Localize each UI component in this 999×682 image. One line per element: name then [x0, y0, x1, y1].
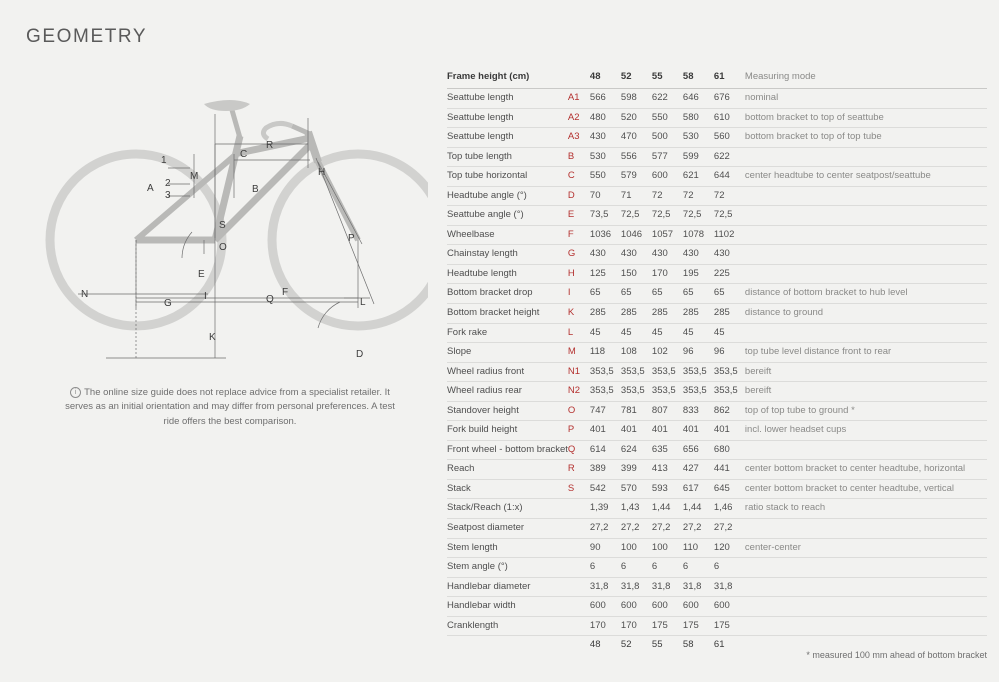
table-row: [447, 362, 987, 382]
row-value: 614: [590, 440, 621, 460]
row-value: 1046: [621, 225, 652, 245]
row-value: 566: [590, 89, 621, 109]
row-value: 6: [652, 558, 683, 578]
row-value: 747: [590, 401, 621, 421]
diagram-label-C: C: [240, 149, 248, 160]
geometry-table: [447, 66, 987, 655]
row-value: 175: [652, 616, 683, 636]
row-value: 430: [590, 128, 621, 148]
row-code: B: [568, 147, 590, 167]
table-header-row: [447, 66, 987, 89]
table-row: [447, 460, 987, 480]
diagram-label-B: B: [252, 184, 259, 195]
row-value: 580: [683, 108, 714, 128]
row-measuring-mode: [745, 577, 987, 597]
row-code: D: [568, 186, 590, 206]
row-measuring-mode: [745, 597, 987, 617]
row-value: 31,8: [714, 577, 745, 597]
row-code: A1: [568, 89, 590, 109]
diagram-label-Q: Q: [266, 294, 274, 305]
row-value: 65: [590, 284, 621, 304]
row-value: 70: [590, 186, 621, 206]
row-value: 430: [652, 245, 683, 265]
row-value: 73,5: [590, 206, 621, 226]
row-value: 430: [621, 245, 652, 265]
row-value: 353,5: [621, 382, 652, 402]
row-value: 27,2: [590, 519, 621, 539]
row-value: 441: [714, 460, 745, 480]
diagram-label-G: G: [164, 298, 172, 309]
row-value: 600: [652, 167, 683, 187]
row-value: 600: [652, 597, 683, 617]
row-value: 480: [590, 108, 621, 128]
row-value: 401: [621, 421, 652, 441]
row-value: 353,5: [590, 382, 621, 402]
row-measuring-mode: bottom bracket to top of seattube: [745, 108, 987, 128]
row-value: 353,5: [652, 382, 683, 402]
row-measuring-mode: center headtube to center seatpost/seattube: [745, 167, 987, 187]
diagram-label-1: 1: [161, 155, 167, 166]
row-value: 110: [683, 538, 714, 558]
row-value: 646: [683, 89, 714, 109]
header-frame-height: Frame height (cm): [447, 66, 568, 89]
row-value: 45: [683, 323, 714, 343]
geometry-table-head: [447, 66, 987, 89]
row-label: Handlebar width: [447, 597, 568, 617]
row-label: Headtube length: [447, 264, 568, 284]
row-label: Reach: [447, 460, 568, 480]
row-code: C: [568, 167, 590, 187]
row-value: 27,2: [621, 519, 652, 539]
row-value: 600: [683, 597, 714, 617]
row-value: 72: [652, 186, 683, 206]
footnote: * measured 100 mm ahead of bottom bracket: [806, 650, 987, 660]
row-value: 45: [590, 323, 621, 343]
row-value: 118: [590, 343, 621, 363]
diagram-label-R: R: [266, 140, 274, 151]
row-value: 1036: [590, 225, 621, 245]
row-code: N2: [568, 382, 590, 402]
row-code: L: [568, 323, 590, 343]
row-value: 644: [714, 167, 745, 187]
row-value: 102: [652, 343, 683, 363]
row-value: 175: [714, 616, 745, 636]
header-size-61: 61: [714, 66, 745, 89]
row-code: A3: [568, 128, 590, 148]
row-value: 72,5: [714, 206, 745, 226]
row-value: 599: [683, 147, 714, 167]
row-measuring-mode: ratio stack to reach: [745, 499, 987, 519]
geometry-table-body: [447, 89, 987, 636]
table-row: [447, 206, 987, 226]
row-value: 1078: [683, 225, 714, 245]
row-value: 862: [714, 401, 745, 421]
row-value: 6: [683, 558, 714, 578]
table-row: [447, 304, 987, 324]
diagram-label-O: O: [219, 242, 227, 253]
row-label: Handlebar diameter: [447, 577, 568, 597]
row-value: 27,2: [652, 519, 683, 539]
row-measuring-mode: bereift: [745, 382, 987, 402]
row-value: 353,5: [714, 382, 745, 402]
row-value: 401: [683, 421, 714, 441]
row-value: 500: [652, 128, 683, 148]
row-measuring-mode: [745, 440, 987, 460]
row-value: 413: [652, 460, 683, 480]
row-measuring-mode: [745, 147, 987, 167]
diagram-label-3: 3: [165, 190, 171, 201]
table-row: [447, 401, 987, 421]
row-code: G: [568, 245, 590, 265]
header-size-52: 52: [621, 66, 652, 89]
row-measuring-mode: [745, 323, 987, 343]
row-measuring-mode: [745, 245, 987, 265]
row-value: 6: [714, 558, 745, 578]
table-row: [447, 421, 987, 441]
row-value: 530: [683, 128, 714, 148]
row-value: 617: [683, 479, 714, 499]
row-value: 600: [714, 597, 745, 617]
row-value: 401: [590, 421, 621, 441]
row-code: O: [568, 401, 590, 421]
row-measuring-mode: [745, 206, 987, 226]
row-value: 353,5: [714, 362, 745, 382]
row-label: Chainstay length: [447, 245, 568, 265]
row-value: 353,5: [683, 362, 714, 382]
row-label: Headtube angle (°): [447, 186, 568, 206]
row-value: 100: [652, 538, 683, 558]
row-code: [568, 616, 590, 636]
table-row: [447, 597, 987, 617]
row-value: 108: [621, 343, 652, 363]
diagram-label-L: L: [360, 297, 366, 308]
row-label: Slope: [447, 343, 568, 363]
row-value: 622: [714, 147, 745, 167]
table-row: [447, 147, 987, 167]
row-label: Cranklength: [447, 616, 568, 636]
row-value: 550: [590, 167, 621, 187]
row-measuring-mode: [745, 186, 987, 206]
row-code: [568, 558, 590, 578]
table-row: [447, 225, 987, 245]
table-row: [447, 128, 987, 148]
row-label: Top tube horizontal: [447, 167, 568, 187]
bike-geometry-diagram: [18, 58, 428, 398]
table-row: [447, 245, 987, 265]
row-label: Standover height: [447, 401, 568, 421]
row-label: Seattube length: [447, 89, 568, 109]
row-measuring-mode: center bottom bracket to center headtube, vertical: [745, 479, 987, 499]
diagram-label-S: S: [219, 220, 226, 231]
table-row: [447, 440, 987, 460]
row-value: 389: [590, 460, 621, 480]
row-value: 285: [621, 304, 652, 324]
row-value: 65: [714, 284, 745, 304]
row-value: 31,8: [590, 577, 621, 597]
row-value: 71: [621, 186, 652, 206]
row-value: 65: [652, 284, 683, 304]
row-measuring-mode: distance to ground: [745, 304, 987, 324]
row-code: F: [568, 225, 590, 245]
row-label: Wheel radius front: [447, 362, 568, 382]
table-row: [447, 186, 987, 206]
size-guide-note: [60, 386, 400, 429]
diagram-label-M: M: [190, 171, 199, 182]
diagram-label-N: N: [81, 289, 89, 300]
row-code: [568, 577, 590, 597]
table-row: [447, 89, 987, 109]
row-value: 550: [652, 108, 683, 128]
row-value: 635: [652, 440, 683, 460]
header-size-48: 48: [590, 66, 621, 89]
row-value: 430: [590, 245, 621, 265]
row-code: K: [568, 304, 590, 324]
row-value: 600: [590, 597, 621, 617]
row-value: 353,5: [683, 382, 714, 402]
table-row: [447, 499, 987, 519]
row-value: 1,43: [621, 499, 652, 519]
row-value: 175: [683, 616, 714, 636]
row-label: Stack: [447, 479, 568, 499]
row-value: 45: [714, 323, 745, 343]
row-label: Seattube length: [447, 108, 568, 128]
footer-size-61: 61: [713, 639, 725, 651]
footer-size-48: 48: [589, 639, 601, 651]
row-label: Stack/Reach (1:x): [447, 499, 568, 519]
row-code: N1: [568, 362, 590, 382]
row-value: 807: [652, 401, 683, 421]
row-label: Top tube length: [447, 147, 568, 167]
row-code: Q: [568, 440, 590, 460]
row-measuring-mode: top of top tube to ground *: [745, 401, 987, 421]
row-measuring-mode: center-center: [745, 538, 987, 558]
row-value: 593: [652, 479, 683, 499]
row-value: 470: [621, 128, 652, 148]
row-value: 285: [683, 304, 714, 324]
row-value: 520: [621, 108, 652, 128]
row-value: 150: [621, 264, 652, 284]
row-value: 170: [590, 616, 621, 636]
row-value: 72,5: [683, 206, 714, 226]
row-value: 570: [621, 479, 652, 499]
row-code: [568, 519, 590, 539]
row-label: Front wheel - bottom bracket: [447, 440, 568, 460]
table-row: [447, 264, 987, 284]
row-value: 170: [621, 616, 652, 636]
row-value: 72,5: [621, 206, 652, 226]
footer-size-58: 58: [682, 639, 694, 651]
row-value: 31,8: [652, 577, 683, 597]
row-label: Fork build height: [447, 421, 568, 441]
row-value: 1,44: [683, 499, 714, 519]
header-size-58: 58: [683, 66, 714, 89]
row-code: E: [568, 206, 590, 226]
row-value: 624: [621, 440, 652, 460]
row-value: 27,2: [683, 519, 714, 539]
row-measuring-mode: center bottom bracket to center headtube, horizontal: [745, 460, 987, 480]
row-measuring-mode: bereift: [745, 362, 987, 382]
row-value: 577: [652, 147, 683, 167]
row-label: Seattube length: [447, 128, 568, 148]
row-value: 285: [590, 304, 621, 324]
row-value: 676: [714, 89, 745, 109]
row-value: 579: [621, 167, 652, 187]
geometry-table-wrap: [447, 66, 987, 655]
row-value: 645: [714, 479, 745, 499]
size-guide-note-text: The online size guide does not replace advice from a specialist retailer. It serves as an initial orientation and may differ from personal preferences. A test ride offers the best comparison.: [65, 387, 395, 427]
row-code: M: [568, 343, 590, 363]
row-code: P: [568, 421, 590, 441]
row-measuring-mode: [745, 264, 987, 284]
row-value: 542: [590, 479, 621, 499]
row-value: 399: [621, 460, 652, 480]
row-label: Stem length: [447, 538, 568, 558]
row-label: Fork rake: [447, 323, 568, 343]
row-value: 90: [590, 538, 621, 558]
row-code: S: [568, 479, 590, 499]
row-value: 72,5: [652, 206, 683, 226]
header-size-55: 55: [652, 66, 683, 89]
row-value: 45: [621, 323, 652, 343]
row-value: 621: [683, 167, 714, 187]
page-title: GEOMETRY: [26, 26, 148, 47]
row-code: R: [568, 460, 590, 480]
row-measuring-mode: nominal: [745, 89, 987, 109]
row-value: 285: [652, 304, 683, 324]
row-value: 680: [714, 440, 745, 460]
row-value: 656: [683, 440, 714, 460]
table-row: [447, 519, 987, 539]
table-row: [447, 108, 987, 128]
row-code: I: [568, 284, 590, 304]
row-value: 96: [714, 343, 745, 363]
row-value: 401: [714, 421, 745, 441]
header-code: [568, 66, 590, 89]
row-value: 6: [621, 558, 652, 578]
row-value: 1,39: [590, 499, 621, 519]
diagram-label-D: D: [356, 349, 364, 360]
table-row: [447, 577, 987, 597]
row-value: 598: [621, 89, 652, 109]
row-value: 353,5: [652, 362, 683, 382]
row-value: 427: [683, 460, 714, 480]
table-row: [447, 323, 987, 343]
row-value: 72: [714, 186, 745, 206]
row-value: 27,2: [714, 519, 745, 539]
row-label: Bottom bracket height: [447, 304, 568, 324]
row-value: 120: [714, 538, 745, 558]
row-value: 72: [683, 186, 714, 206]
header-measuring-mode: Measuring mode: [745, 66, 987, 89]
diagram-label-E: E: [198, 269, 205, 280]
row-value: 225: [714, 264, 745, 284]
row-value: 1102: [714, 225, 745, 245]
row-label: Bottom bracket drop: [447, 284, 568, 304]
diagram-label-F: F: [282, 287, 289, 298]
row-value: 31,8: [621, 577, 652, 597]
row-value: 430: [683, 245, 714, 265]
footer-size-52: 52: [620, 639, 632, 651]
row-value: 353,5: [590, 362, 621, 382]
diagram-label-2: 2: [165, 178, 171, 189]
footer-size-55: 55: [651, 639, 663, 651]
row-value: 530: [590, 147, 621, 167]
table-row: [447, 479, 987, 499]
row-measuring-mode: [745, 558, 987, 578]
table-row: [447, 558, 987, 578]
row-value: 600: [621, 597, 652, 617]
row-label: Seattube angle (°): [447, 206, 568, 226]
row-value: 45: [652, 323, 683, 343]
row-value: 65: [621, 284, 652, 304]
row-value: 560: [714, 128, 745, 148]
row-value: 781: [621, 401, 652, 421]
table-row: [447, 343, 987, 363]
row-measuring-mode: incl. lower headset cups: [745, 421, 987, 441]
row-value: 833: [683, 401, 714, 421]
row-value: 195: [683, 264, 714, 284]
table-row: [447, 167, 987, 187]
row-value: 622: [652, 89, 683, 109]
info-icon: i: [70, 387, 81, 398]
row-measuring-mode: distance of bottom bracket to hub level: [745, 284, 987, 304]
row-value: 31,8: [683, 577, 714, 597]
row-value: 96: [683, 343, 714, 363]
row-value: 1,44: [652, 499, 683, 519]
row-code: [568, 538, 590, 558]
row-measuring-mode: top tube level distance front to rear: [745, 343, 987, 363]
row-value: 1057: [652, 225, 683, 245]
table-row: [447, 616, 987, 636]
row-code: [568, 597, 590, 617]
table-row: [447, 538, 987, 558]
table-row: [447, 284, 987, 304]
diagram-label-A: A: [147, 183, 154, 194]
row-value: 430: [714, 245, 745, 265]
diagram-label-P: P: [348, 233, 355, 244]
row-value: 285: [714, 304, 745, 324]
diagram-label-K: K: [209, 332, 216, 343]
row-label: Wheel radius rear: [447, 382, 568, 402]
row-label: Seatpost diameter: [447, 519, 568, 539]
row-code: [568, 499, 590, 519]
row-value: 353,5: [621, 362, 652, 382]
row-label: Stem angle (°): [447, 558, 568, 578]
row-value: 65: [683, 284, 714, 304]
row-measuring-mode: [745, 225, 987, 245]
row-code: A2: [568, 108, 590, 128]
row-value: 401: [652, 421, 683, 441]
row-value: 100: [621, 538, 652, 558]
row-value: 1,46: [714, 499, 745, 519]
diagram-label-H: H: [318, 167, 326, 178]
row-measuring-mode: bottom bracket to top of top tube: [745, 128, 987, 148]
row-value: 6: [590, 558, 621, 578]
row-value: 556: [621, 147, 652, 167]
table-row: [447, 382, 987, 402]
row-value: 610: [714, 108, 745, 128]
diagram-label-I: I: [204, 291, 207, 302]
row-measuring-mode: [745, 519, 987, 539]
row-value: 125: [590, 264, 621, 284]
row-code: H: [568, 264, 590, 284]
row-label: Wheelbase: [447, 225, 568, 245]
row-value: 170: [652, 264, 683, 284]
row-measuring-mode: [745, 616, 987, 636]
